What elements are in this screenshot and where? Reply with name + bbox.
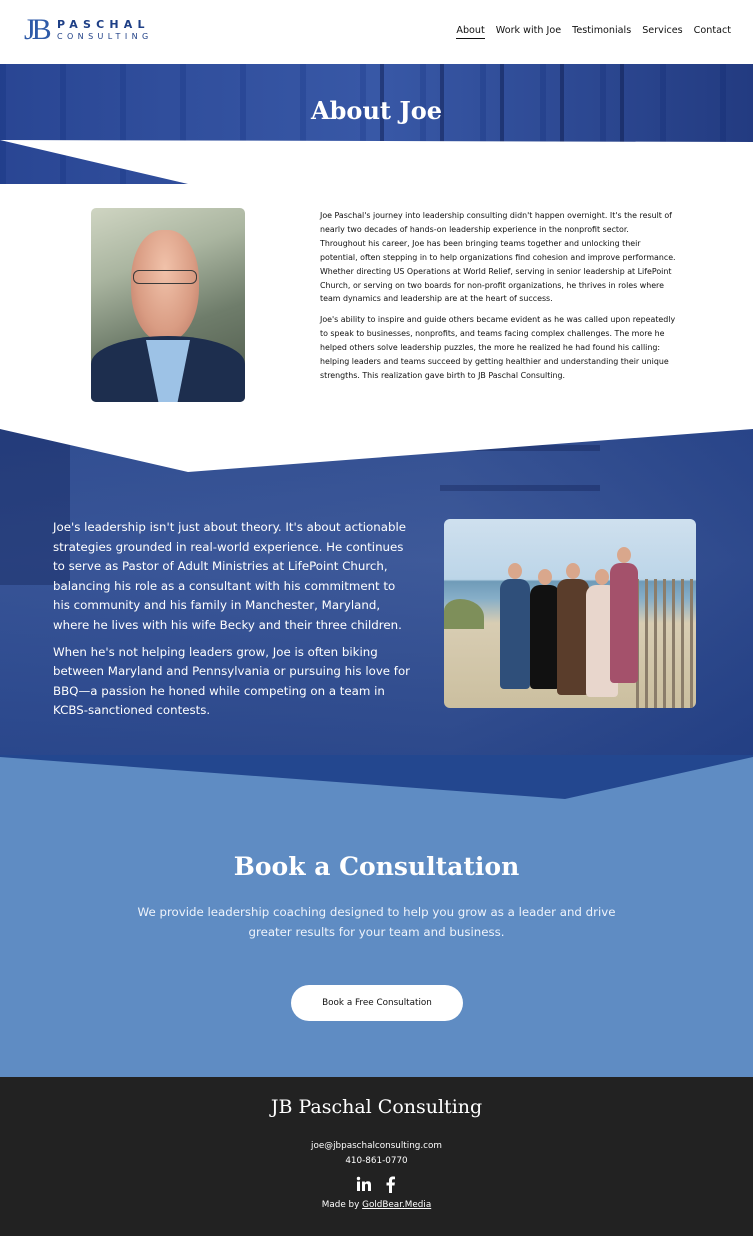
book-free-consultation-button[interactable]: Book a Free Consultation (291, 985, 463, 1021)
logo-word-consulting: CONSULTING (57, 32, 153, 41)
portrait-face (131, 230, 199, 342)
nav-link-work-with-joe[interactable]: Work with Joe (495, 25, 562, 36)
nav-link-contact[interactable]: Contact (693, 25, 731, 36)
book-title: Book a Consultation (233, 852, 520, 881)
main-nav (456, 25, 731, 39)
footer-title: JB Paschal Consulting (270, 1096, 483, 1118)
footer-phone-link[interactable]: 410-861-0770 (345, 1156, 408, 1166)
facebook-icon[interactable] (381, 1175, 399, 1193)
nav-link-about[interactable]: About (456, 25, 484, 39)
site-logo[interactable] (24, 14, 164, 48)
photo-dune-grass (444, 599, 484, 629)
book-subtitle: We provide leadership coaching designed to help you grow as a leader and drive greater results for your team and business. (137, 905, 616, 939)
footer-credit-prefix: Made by (321, 1200, 363, 1210)
photo-person (610, 563, 638, 683)
footer-email-link[interactable]: joe@jbpaschalconsulting.com (311, 1141, 442, 1151)
nav-link-services[interactable]: Services (642, 25, 683, 36)
photo-fence (636, 579, 696, 708)
site-header (0, 0, 753, 64)
linkedin-icon[interactable] (355, 1175, 373, 1193)
nav-link-testimonials[interactable]: Testimonials (572, 25, 632, 36)
logo-initials: JB (24, 13, 48, 46)
portrait-glasses (133, 270, 197, 284)
logo-word-paschal: PASCHAL (57, 18, 150, 31)
about-paragraph: Joe's ability to inspire and guide others became evident as he was called upon repeatedly to speak to businesses, nonprofits, and teams facing complex challenges. The more he helped others solve leadership puzzles, the more he realized he had found his calling: helping leaders and teams succeed by getting healthier and understanding their unique strengths. This realization gave birth to JB Paschal Consulting. (320, 315, 676, 380)
story-paragraph: When he's not helping leaders grow, Joe is often biking between Maryland and Pennsylvania or pursuing his love for BBQ—a passion he honed while competing on a team in KCBS-sanctioned contests. (53, 644, 411, 718)
story-paragraph: Joe's leadership isn't just about theory. It's about actionable strategies grounded in real-world experience. He continues to serve as Pastor of Adult Ministries at LifePoint Church, balancing his role as a consultant with his commitment to his community and his family in Manchester, Maryland, where he lives with his wife Becky and their three children. (53, 520, 406, 632)
book-angled-divider (0, 755, 753, 805)
photo-person (500, 579, 530, 689)
page-title: About Joe (311, 96, 442, 125)
photo-person (530, 585, 560, 689)
story-text (53, 518, 413, 728)
family-beach-photo (444, 519, 696, 708)
footer-credit (0, 1200, 753, 1210)
photo-person (557, 579, 589, 695)
about-bio (320, 209, 676, 390)
about-paragraph: Joe Paschal's journey into leadership consulting didn't happen overnight. It's the result of nearly two decades of hands-on leadership experience in the nonprofit sector. Throughout his career, Joe has been bringing teams together and unlocking their potential, often stepping in to help organizations find cohesion and improve performance. Whether directing US Operations at World Relief, serving in senior leadership at LifePoint Church, or serving on two boards for non-profit organizations, he thrives in roles where team dynamics and leadership are at the heart of success. (320, 211, 676, 304)
joe-portrait-photo (91, 208, 245, 402)
footer-credit-link[interactable]: GoldBear.Media (362, 1200, 432, 1210)
